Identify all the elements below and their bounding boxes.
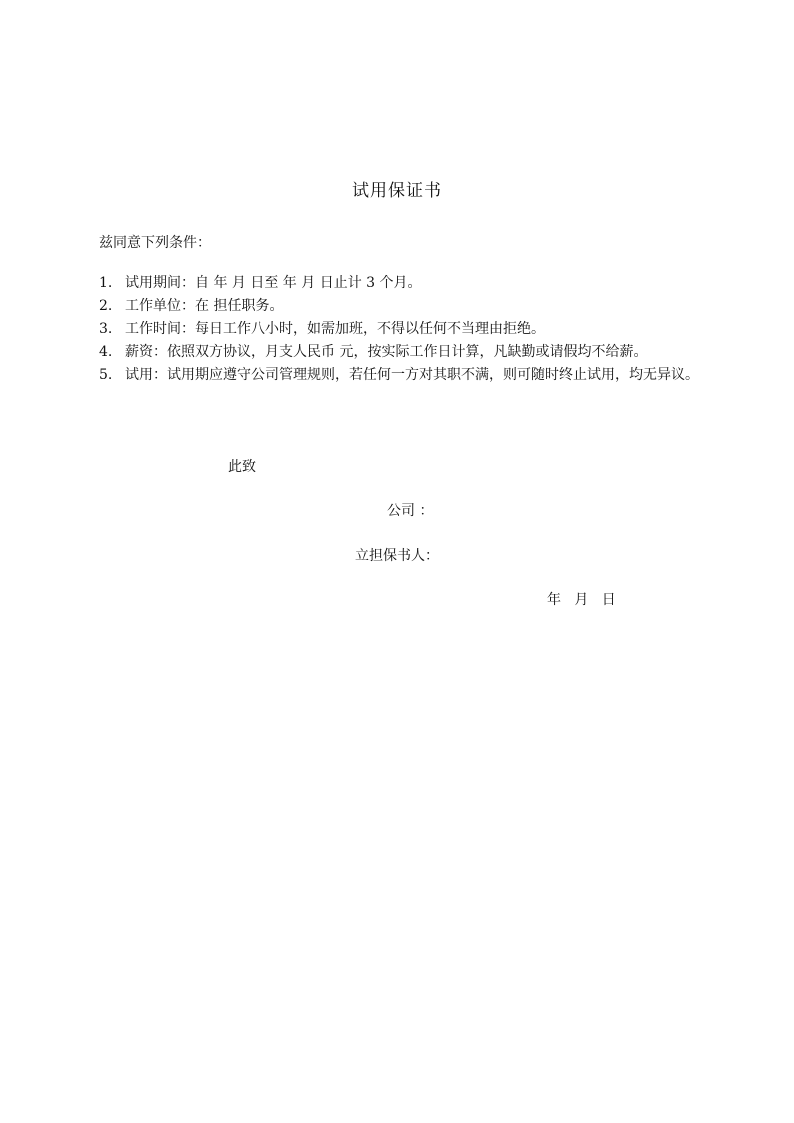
condition-item bbox=[99, 318, 699, 341]
condition-item bbox=[99, 272, 699, 295]
condition-text: 工作时间：每日工作八小时，如需加班，不得以任何不当理由拒绝。 bbox=[125, 321, 545, 337]
conditions-list bbox=[99, 272, 699, 387]
condition-number: 2. bbox=[99, 298, 113, 314]
condition-number: 3. bbox=[99, 321, 113, 337]
condition-item bbox=[99, 295, 699, 318]
condition-text: 试用期间：自 年 月 日至 年 月 日止计 3 个月。 bbox=[125, 275, 422, 291]
date-line: 年 月 日 bbox=[547, 592, 616, 608]
condition-number: 5. bbox=[99, 367, 113, 383]
intro-text: 兹同意下列条件： bbox=[99, 235, 211, 251]
closing-salutation: 此致 bbox=[228, 459, 256, 475]
condition-text: 工作单位：在 担任职务。 bbox=[125, 298, 284, 314]
condition-text: 薪资：依照双方协议，月支人民币 元，按实际工作日计算，凡缺勤或请假均不给薪。 bbox=[125, 344, 648, 360]
condition-item bbox=[99, 341, 699, 364]
condition-number: 4. bbox=[99, 344, 113, 360]
condition-text: 试用：试用期应遵守公司管理规则，若任何一方对其职不满，则可随时终止试用，均无异议。 bbox=[125, 367, 699, 383]
company-signature-line: 公司 ： bbox=[387, 503, 434, 519]
condition-item bbox=[99, 364, 699, 387]
guarantor-signature-line: 立担保书人： bbox=[355, 548, 439, 564]
condition-number: 1. bbox=[99, 275, 113, 291]
document-title: 试用保证书 bbox=[352, 181, 442, 201]
